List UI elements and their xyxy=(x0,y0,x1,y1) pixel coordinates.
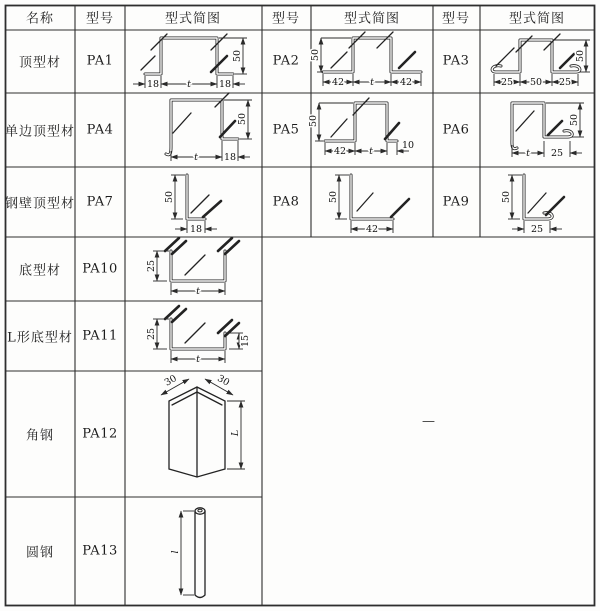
pa9-diagram xyxy=(480,167,595,237)
empty-dash: — xyxy=(422,414,435,429)
pa5-dimensions xyxy=(308,103,414,157)
pa3-dim-flange-right: 25 xyxy=(558,77,572,88)
row-name-3: 钢壁顶型材 xyxy=(4,196,76,212)
model-pa7: PA7 xyxy=(86,194,114,210)
pa3-dim-height: 50 xyxy=(575,49,586,63)
header-model-3: 型号 xyxy=(441,11,471,27)
pa3-dimensions xyxy=(494,40,590,88)
pa1-dim-height: 50 xyxy=(232,49,243,63)
pa3-dim-flange-left: 25 xyxy=(500,77,514,88)
pa3-diagram xyxy=(480,30,595,93)
pa2-dim-flange-left: 42 xyxy=(331,77,345,88)
pa7-profile xyxy=(187,175,221,219)
pa10-dim-height: 25 xyxy=(146,259,157,273)
pa13-profile xyxy=(195,508,205,598)
pa3-dim-web: 50 xyxy=(529,77,543,88)
pa6-dimensions xyxy=(512,103,584,159)
header-model-2: 型号 xyxy=(271,11,301,27)
model-pa9: PA9 xyxy=(442,194,470,210)
pa8-dim-height: 50 xyxy=(328,190,339,204)
pa2-dim-flange-right: 42 xyxy=(399,77,413,88)
pa5-dim-web: t xyxy=(369,146,373,157)
pa7-dim-height: 50 xyxy=(164,190,175,204)
pa4-profile xyxy=(166,93,238,155)
model-pa12: PA12 xyxy=(82,426,118,442)
model-pa8: PA8 xyxy=(272,194,300,210)
pa2-diagram xyxy=(311,30,433,93)
header-diagram-3: 型式简图 xyxy=(508,11,566,27)
row-name-2: 单边顶型材 xyxy=(4,124,76,140)
pa11-dim-height-left: 25 xyxy=(146,327,157,341)
pa6-diagram xyxy=(480,93,595,167)
model-pa6: PA6 xyxy=(442,122,470,138)
pa1-dim-web: t xyxy=(187,79,191,90)
model-pa13: PA13 xyxy=(82,543,118,559)
pa13-dim-length: l xyxy=(170,550,181,554)
pa8-dimensions xyxy=(328,175,393,235)
pa5-dim-height: 50 xyxy=(308,114,319,128)
pa4-diagram xyxy=(125,93,262,167)
empty-merged-cell xyxy=(262,237,595,606)
row-name-6: 角钢 xyxy=(25,428,55,444)
pa11-diagram xyxy=(125,301,262,371)
pa4-dim-flange: 18 xyxy=(223,152,237,163)
pa12-diagram xyxy=(125,371,262,497)
model-pa5: PA5 xyxy=(272,122,300,138)
pa1-dimensions xyxy=(133,38,247,90)
pa10-diagram xyxy=(125,237,262,301)
pa11-dim-width: t xyxy=(196,354,200,365)
pa11-profile xyxy=(165,306,239,349)
pa1-dim-flange-left: 18 xyxy=(146,79,160,90)
model-pa4: PA4 xyxy=(86,122,114,138)
model-pa1: PA1 xyxy=(86,53,114,69)
pa2-dim-height: 50 xyxy=(310,48,321,62)
header-diagram-2: 型式简图 xyxy=(343,11,401,27)
header-model-1: 型号 xyxy=(85,11,115,27)
row-name-7: 圆钢 xyxy=(25,545,55,561)
row-name-1: 顶型材 xyxy=(18,55,62,71)
row-name-4: 底型材 xyxy=(18,263,62,279)
pa1-profile xyxy=(141,34,233,74)
pa6-dim-flange: 25 xyxy=(550,148,564,159)
pa1-diagram xyxy=(125,30,262,93)
pa6-dim-web: t xyxy=(526,148,530,159)
pa7-dimensions xyxy=(164,175,217,235)
pa8-profile xyxy=(351,175,409,219)
pa5-dim-flange-right: 10 xyxy=(401,140,415,151)
pa8-diagram xyxy=(311,167,433,237)
header-name: 名称 xyxy=(25,11,55,27)
pa6-profile xyxy=(512,103,572,149)
model-pa10: PA10 xyxy=(82,261,118,277)
pa9-profile xyxy=(524,175,564,219)
pa7-dim-flange: 18 xyxy=(189,224,203,235)
pa13-dimensions xyxy=(170,511,194,595)
pa12-profile xyxy=(169,387,225,477)
pa1-dim-flange-right: 18 xyxy=(218,79,232,90)
pa10-profile xyxy=(165,238,239,281)
pa12-dim-length: L xyxy=(230,429,241,437)
pa9-dim-flange: 25 xyxy=(530,224,544,235)
row-name-5: L形底型材 xyxy=(7,330,73,346)
pa11-dim-height-right: 15 xyxy=(240,334,251,348)
pa8-dim-flange: 42 xyxy=(365,224,379,235)
model-pa2: PA2 xyxy=(272,53,300,69)
pa5-dim-flange-left: 42 xyxy=(333,146,347,157)
pa4-dimensions xyxy=(171,100,252,163)
pa12-dim-leg-right: 30 xyxy=(215,373,232,389)
pa4-dim-height: 50 xyxy=(237,112,248,126)
pa9-dimensions xyxy=(501,175,562,235)
model-pa11: PA11 xyxy=(82,328,118,344)
header-diagram-1: 型式简图 xyxy=(164,11,222,27)
pa5-profile xyxy=(325,98,399,141)
pa2-dim-web: t xyxy=(370,77,374,88)
pa10-dim-width: t xyxy=(196,286,200,297)
pa13-diagram xyxy=(125,497,262,606)
pa6-dim-height: 50 xyxy=(569,113,580,127)
model-pa3: PA3 xyxy=(442,53,470,69)
pa5-diagram xyxy=(308,93,433,167)
pa12-dimensions xyxy=(161,373,245,469)
pa7-diagram xyxy=(125,167,262,237)
pa9-dim-height: 50 xyxy=(501,190,512,204)
pa12-dim-leg-left: 30 xyxy=(162,373,179,389)
pa4-dim-web: t xyxy=(194,152,198,163)
